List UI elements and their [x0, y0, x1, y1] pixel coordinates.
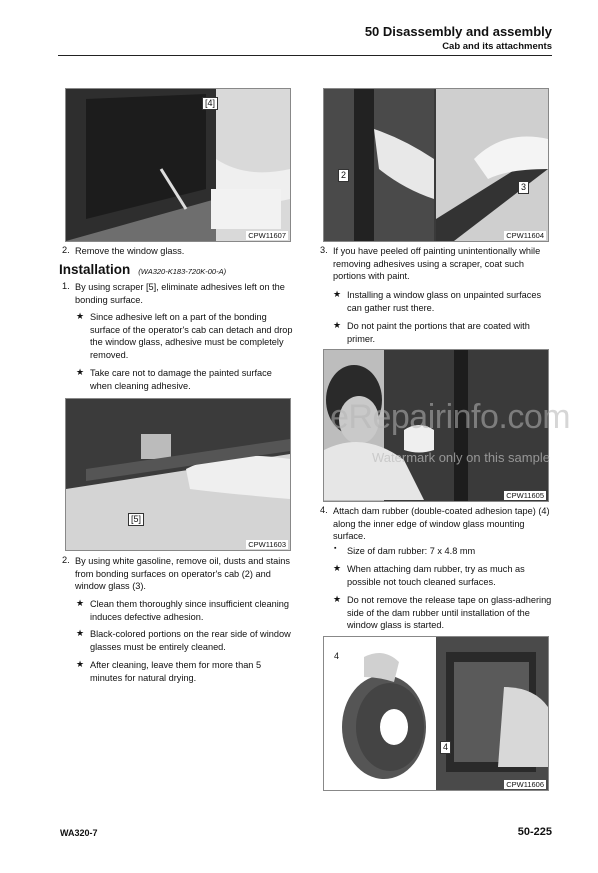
install-2-note-1: Clean them thoroughly since insufficient cleaning induces defective adhesion. [90, 599, 290, 622]
install-1-note-2: Take care not to damage the painted surface when cleaning adhesive. [90, 368, 272, 391]
star-icon: ★ [76, 598, 85, 608]
photo-scraper-image [66, 399, 290, 550]
header-subtitle: Cab and its attachments [442, 41, 552, 52]
step-2-text: Remove the window glass. [75, 246, 185, 256]
star-icon: ★ [333, 594, 342, 604]
install-2-number: 2. [62, 555, 70, 565]
install-3-number: 3. [320, 245, 328, 255]
install-1-text: By using scraper [5], eliminate adhesives left on the bonding surface. [75, 282, 285, 305]
header-title: 50 Disassembly and assembly [364, 24, 552, 39]
installation-ref: (WA320-K183-720K-00-A) [138, 267, 227, 276]
callout-4: [4] [202, 97, 218, 110]
star-icon: ★ [76, 367, 85, 377]
install-4-note-1: When attaching dam rubber, try as much as possible not touch cleaned surfaces. [347, 564, 525, 587]
photo-caption: CPW11604 [506, 231, 544, 240]
photo-apply-cleaning-image [324, 89, 548, 241]
photo-dam-rubber-image [324, 637, 548, 790]
star-icon: ★ [76, 311, 85, 321]
install-3-note-2: Do not paint the portions that are coated with primer. [347, 321, 530, 344]
photo-caption: CPW11605 [506, 491, 544, 500]
step-2-number: 2. [62, 245, 70, 255]
photo-remove-glass-image [66, 89, 290, 241]
install-3-text: If you have peeled off painting unintentionally while removing adhesives using a scraper, coat such portions with paint. [333, 246, 541, 282]
callout-4-roll: 4 [334, 651, 340, 661]
footer-page-number: 50-225 [517, 826, 552, 838]
star-icon: ★ [333, 289, 342, 299]
install-2-note-2: Black-colored portions on the rear side of window glasses must be entirely cleaned. [90, 629, 291, 652]
star-icon: ★ [76, 628, 85, 638]
header-rule [58, 55, 552, 56]
callout-2: 2 [338, 169, 349, 182]
install-3-note-1: Installing a window glass on unpainted surfaces can gather rust there. [347, 290, 542, 313]
callout-4-cab: 4 [440, 741, 451, 754]
callout-5: [5] [128, 513, 144, 526]
photo-caption: CPW11606 [506, 780, 544, 789]
install-4-size: Size of dam rubber: 7 x 4.8 mm [347, 546, 476, 556]
star-icon: ★ [76, 659, 85, 669]
install-2-text: By using white gasoline, remove oil, dusts and stains from bonding surfaces on operator's cab (2) and window glass (3). [75, 556, 291, 592]
install-4-text: Attach dam rubber (double-coated adhesion tape) (4) along the inner edge of window glass mounting surface. [333, 506, 550, 542]
install-4-note-2: Do not remove the release tape on glass-adhering side of the dam rubber until installation of the window glass is started. [347, 595, 552, 631]
photo-remove-glass [65, 88, 291, 242]
star-icon: ★ [333, 563, 342, 573]
watermark-subtext: Watermark only on this sample [372, 450, 550, 465]
install-1-number: 1. [62, 281, 70, 291]
install-4-number: 4. [320, 505, 328, 515]
photo-dam-rubber [323, 636, 549, 791]
star-icon: ★ [333, 320, 342, 330]
photo-caption: CPW11603 [248, 540, 286, 549]
callout-3: 3 [518, 181, 529, 194]
photo-caption: CPW11607 [248, 231, 286, 240]
installation-heading: Installation (WA320-K183-720K-00-A) [59, 262, 227, 277]
bullet-icon: ▪ [334, 545, 337, 552]
photo-apply-cleaning [323, 88, 549, 242]
install-2-note-3: After cleaning, leave them for more than 5 minutes for natural drying. [90, 660, 262, 683]
install-1-note-1: Since adhesive left on a part of the bonding surface of the operator's cab can detach and drop the window glass, adhesive must be completely removed. [90, 312, 293, 360]
footer-model: WA320-7 [60, 828, 98, 838]
watermark-text: eRepairinfo.com [330, 398, 571, 436]
photo-scraper [65, 398, 291, 551]
